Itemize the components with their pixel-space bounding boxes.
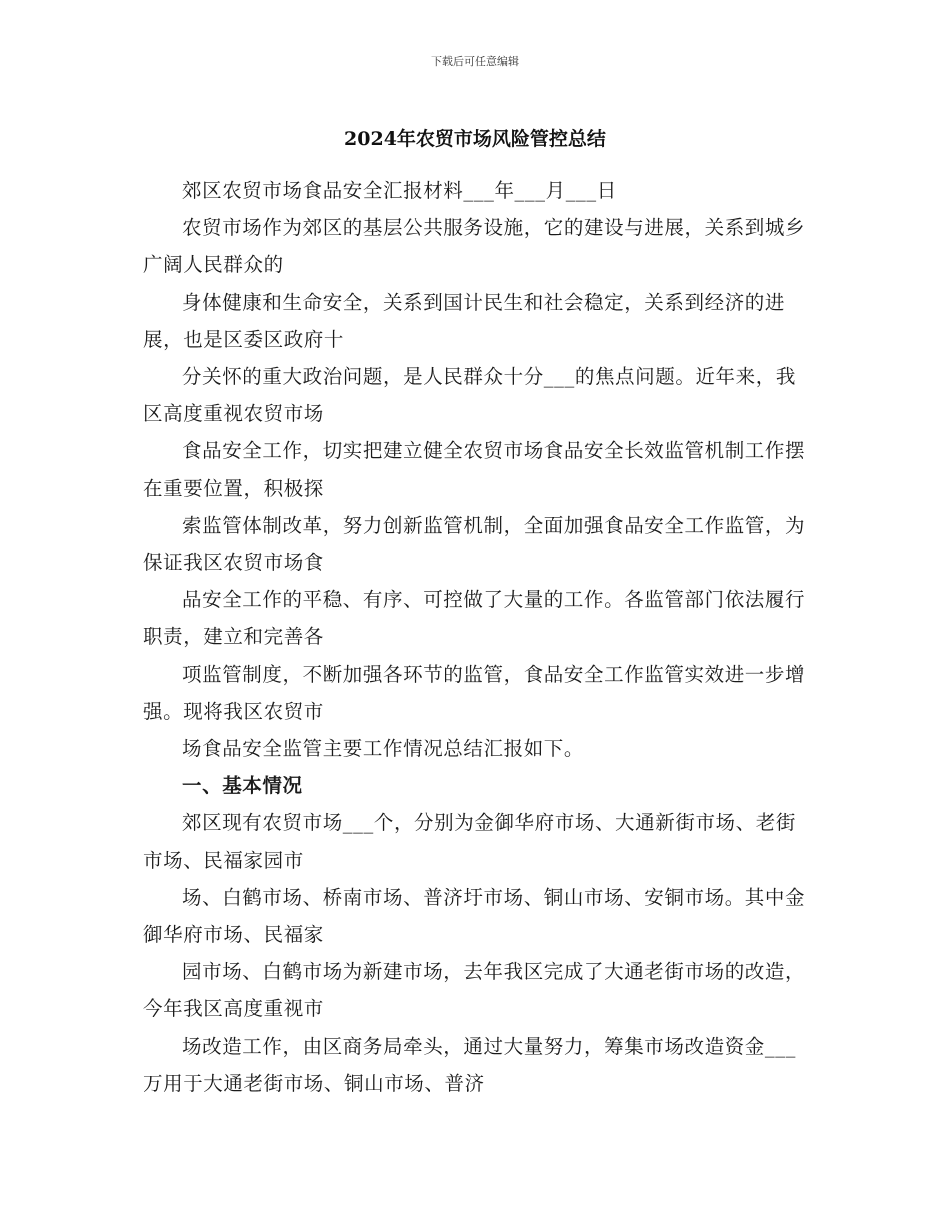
paragraph: 郊区现有农贸市场___个，分别为金御华府市场、大通新街市场、老街市场、民福家园市	[143, 811, 796, 872]
paragraph: 农贸市场作为郊区的基层公共服务设施，它的建设与进展，关系到城乡广阔人民群众的	[143, 216, 806, 277]
paragraph: 品安全工作的平稳、有序、可控做了大量的工作。各监管部门依法履行职责，建立和完善各	[143, 588, 806, 649]
paragraph: 园市场、白鹤市场为新建市场，去年我区完成了大通老街市场的改造，今年我区高度重视市	[143, 960, 806, 1021]
header-note: 下载后可任意编辑	[431, 55, 519, 68]
section-heading: 一、基本情况	[182, 774, 303, 798]
document-body	[143, 172, 815, 1102]
paragraph: 场食品安全监管主要工作情况总结汇报如下。	[182, 737, 585, 761]
paragraph: 郊区农贸市场食品安全汇报材料___年___月___日	[182, 179, 617, 202]
document-title: 2024年农贸市场风险管控总结	[344, 128, 606, 150]
paragraph: 分关怀的重大政治问题，是人民群众十分___的焦点问题。近年来，我区高度重视农贸市场	[143, 365, 796, 426]
paragraph: 场改造工作，由区商务局牵头，通过大量努力，筹集市场改造资金___万用于大通老街市场、铜山市场、普济	[143, 1034, 796, 1095]
paragraph: 食品安全工作，切实把建立健全农贸市场食品安全长效监管机制工作摆在重要位置，积极探	[143, 439, 806, 500]
paragraph: 场、白鹤市场、桥南市场、普济圩市场、铜山市场、安铜市场。其中金御华府市场、民福家	[143, 885, 806, 947]
paragraph: 索监管体制改革，努力创新监管机制，全面加强食品安全工作监管，为保证我区农贸市场食	[143, 513, 806, 575]
paragraph: 项监管制度，不断加强各环节的监管，食品安全工作监管实效进一步增强。现将我区农贸市	[143, 662, 806, 723]
paragraph: 身体健康和生命安全，关系到国计民生和社会稳定，关系到经济的进展，也是区委区政府十	[143, 290, 786, 351]
